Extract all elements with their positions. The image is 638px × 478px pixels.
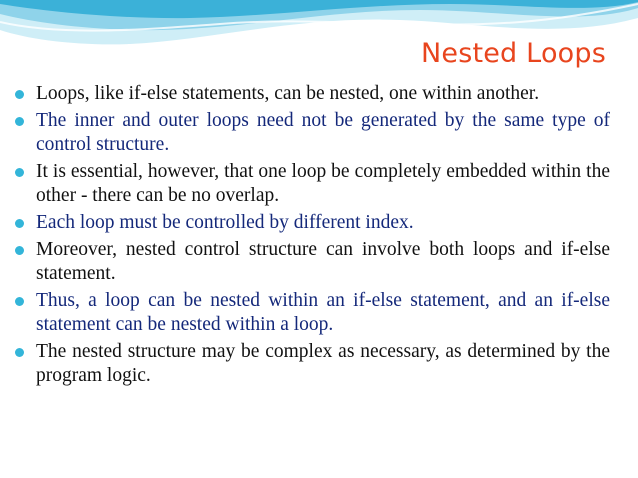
bullet-item	[14, 82, 610, 106]
bullet-item	[14, 109, 610, 157]
bullet-item	[14, 289, 610, 337]
bullet-dot-icon	[15, 90, 24, 99]
bullet-item	[14, 340, 610, 388]
bullet-dot-icon	[15, 117, 24, 126]
slide-title: Nested Loops	[420, 38, 606, 69]
bullet-item	[14, 160, 610, 208]
bullet-text: The nested structure may be complex as necessary, as determined by the program logic.	[36, 341, 610, 386]
bullet-list	[14, 82, 610, 391]
bullet-text: Moreover, nested control structure can involve both loops and if-else statement.	[36, 239, 610, 284]
bullet-dot-icon	[15, 219, 24, 228]
bullet-text: It is essential, however, that one loop be completely embedded within the other - there can be no overlap.	[36, 161, 610, 206]
bullet-text: Thus, a loop can be nested within an if-else statement, and an if-else statement can be nested within a loop.	[36, 290, 610, 335]
bullet-text: The inner and outer loops need not be generated by the same type of control structure.	[36, 110, 610, 155]
bullet-item	[14, 238, 610, 286]
bullet-text: Each loop must be controlled by different index.	[36, 212, 414, 233]
bullet-dot-icon	[15, 246, 24, 255]
bullet-text: Loops, like if-else statements, can be nested, one within another.	[36, 83, 540, 104]
bullet-dot-icon	[15, 348, 24, 357]
bullet-dot-icon	[15, 168, 24, 177]
bullet-item	[14, 211, 610, 235]
bullet-dot-icon	[15, 297, 24, 306]
